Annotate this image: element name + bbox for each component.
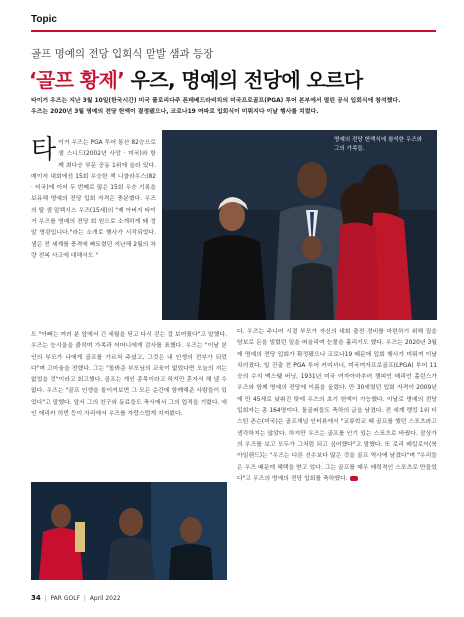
column-1-lower-text: 도 "아빠는 여러 분 앞에서 긴 세월을 딛고 다시 걷는 걸 보여줬다"고 말했다. 우즈는 눈시울을 붉히며 가족과 어머니에게 감사를 표했다. 우즈는 "이날 본인의 부모가 나에게 골프를 가르쳐 주셨고, 그것은 내 인생의 전부가 되었다"며 고마움을 전했다. 그는 "돌봐준 부모님의 교육이 없었다면 오늘의 저는 없었을 것"이라고 회고했다. 골프는 개인 종목이라고 하지만 혼자서 해 낼 수 없다. 우즈는 "골프 인생을 돌이켜보면 그 모든 순간에 함께해준 사람들이 있었다"고 말했다. 앞서 그의 친구와 동료들도 축사에서 그의 업적을 기렸다. 애인 에리카 허먼 등이 자리에서 우즈를 자랑스럽게 지켜봤다. — [31, 332, 227, 418]
page-number: 34 — [31, 594, 41, 602]
headline-rest: 우즈, 명예의 전당에 오르다 — [124, 68, 363, 92]
topic-divider — [31, 30, 436, 32]
inset-photo — [31, 482, 227, 580]
article-column-1 — [31, 135, 156, 262]
headline-accent: ‘골프 황제’ — [29, 68, 125, 92]
footer-separator: | — [81, 595, 88, 602]
hero-photo — [162, 130, 437, 320]
end-mark-icon — [350, 476, 358, 481]
lead-line-1: 타이거 우즈는 지난 3월 10일(한국시간) 미국 플로리다주 폰테베드라비치의 미국프로골프(PGA) 투어 본부에서 열린 공식 입회식에 참석했다. — [31, 98, 401, 104]
article-column-1-lower — [31, 330, 227, 420]
lead-line-2: 우즈는 2020년 3월 명예의 전당 헌액이 결정됐으나, 코로나19 여파로 입회식이 미뤄지다 이날 행사를 치렀다. — [31, 108, 319, 115]
column-1-text: 이거 우즈는 PGA 투어 통산 82승으로 샘 스니드(2002년 사망 · 미국)와 함께 최다승 부문 공동 1위에 올라 있다. 메이저 대회에선 15회 우승한 잭 니클라우스(82 · 미국)에 이어 두 번째로 많은 15회 우승 기록을 보유해 명예의 전당 입회 자격은 충분했다. 우즈의 딸 샘 알렉시스 우즈(15세)의 "제 아버지 타이거 우즈를 명예의 전당 회 원으로 소개하게 돼 정말 영광입니다."라는 소개로 행사가 시작되었다. 샘은 전 세계를 충격에 빠트렸던 지난해 2월의 차량 전복 사고에 대해서도 " — [31, 140, 156, 259]
topic-label: Topic — [31, 14, 57, 25]
dropcap: 타 — [31, 135, 57, 165]
column-2-text: 다. 우즈는 주니어 시절 부모가 자신의 대회 출전 경비를 마련하기 위해 집을 담보로 돈을 빌렸던 일을 떠올리며 눈물을 흘리기도 했다. 우즈는 2020년 3월에 명예의 전당 입회가 확정됐으나 코로나19 때문에 입회 행사가 미뤄져 이날 치러졌다. 일 진출 전 PGA 투어 커미셔너, 미국여자프로골프(LPGA) 투어 11승의 수지 맥스웰 버닝, 1931년 미국 여자아마추어 챔피언 매리언 홀린스가 우즈와 함께 명예의 전당에 이름을 올렸다. 만 30세였던 입회 자격이 2009년에 만 45세로 낮춰진 탓에 우즈의 초기 헌액이 가능했다. 이날로 명예의 전당 입회자는 총 164명이다. 돌골퍼들도 축하의 글을 남겼다. 전 세계 랭킹 1위 더스틴 존슨(미국)은 골프채널 인터뷰에서 "교류학교 때 골프를 했던 스포츠라고 생각하지는 않았다. 하지만 우즈는 골프를 인기 있는 스포츠로 바꿨다. 잠상가의 우즈를 보고 모두가 그처럼 되고 싶어했다"고 말했다. 또 로리 매킬로이(북아일랜드)는 "우즈는 다른 선수보다 많은 것을 골프 역사에 남겼다"며 "우리들은 우즈 때문에 혜택을 받고 있다. 그는 골프를 매우 매력적인 스포츠로 만들었다"고 우즈의 명예의 전당 입회를 축하했다. — [237, 329, 437, 482]
hero-photo-illustration — [162, 130, 437, 320]
topic-bar — [0, 0, 464, 34]
footer-separator: | — [42, 595, 49, 602]
article-lead — [31, 96, 436, 117]
issue-date: April 2022 — [89, 595, 121, 602]
article-column-2 — [237, 327, 437, 485]
photo-caption: 명예의 전당 헌액식에 참석한 우즈와 그의 가족들. — [334, 137, 423, 152]
article-kicker: 골프 명예의 전당 입회식 맏발 샘과 등장 — [31, 48, 214, 60]
page-footer — [31, 594, 121, 602]
article-headline — [29, 64, 439, 93]
magazine-name: PAR GOLF — [50, 595, 81, 602]
inset-photo-illustration — [31, 482, 227, 580]
